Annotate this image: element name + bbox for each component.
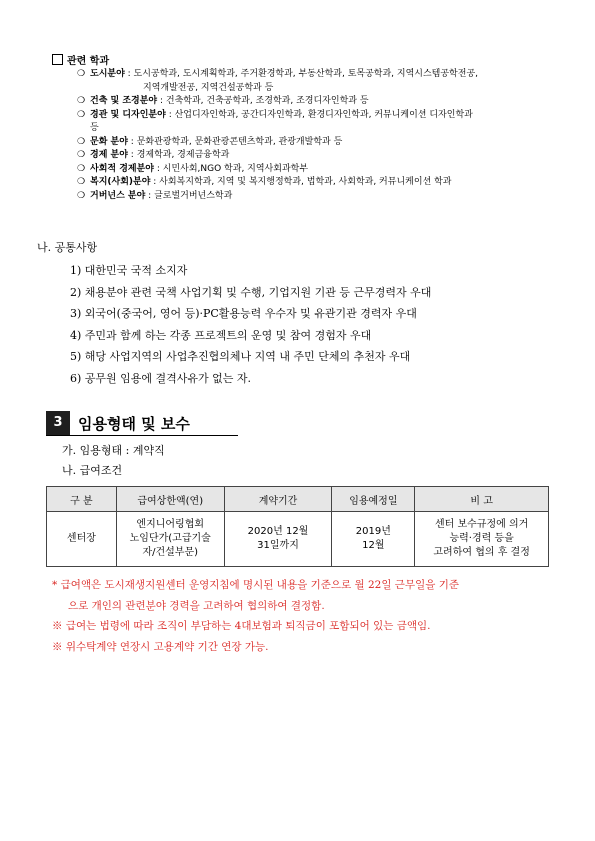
separator: : — [165, 109, 175, 120]
list-item: 3) 외국어(중국어, 영어 등)·PC활용능력 우수자 및 유관기관 경력자 우대 — [70, 307, 417, 320]
header-start-date: 임용예정일 — [332, 487, 415, 512]
cell-type: 센터장 — [47, 512, 117, 567]
circle-bullet-icon: ❍ — [77, 177, 86, 187]
circle-bullet-icon: ❍ — [77, 150, 86, 160]
department-category: 거버넌스 분야 — [90, 190, 146, 201]
separator: : — [145, 190, 155, 201]
department-category: 경제 분야 — [90, 150, 128, 160]
header-salary-cap: 급여상한액(연) — [116, 487, 224, 512]
period-line: 2020년 12월 — [247, 526, 309, 537]
common-heading: 나. 공통사항 — [37, 241, 98, 254]
list-item — [77, 95, 560, 109]
salary-line: 엔지니어링협회 — [136, 519, 205, 530]
header-category: 구 분 — [47, 487, 117, 512]
employment-type: 가. 임용형태 : 계약직 — [62, 444, 165, 457]
department-content: 도시공학과, 도시계획학과, 주거환경학과, 부동산학과, 토목공학과, 지역시스템공학전공, — [133, 69, 479, 79]
department-content-continued: 지역개발전공, 지역건설공학과 등 — [143, 82, 274, 93]
departments-list — [77, 68, 560, 203]
cell-period — [224, 512, 332, 567]
cell-start — [332, 512, 415, 567]
list-item — [77, 163, 560, 177]
circle-bullet-icon: ❍ — [77, 190, 86, 201]
list-item — [77, 109, 560, 136]
department-content: 산업디자인학과, 공간디자인학과, 환경디자인학과, 커뮤니케이션 디자인학과 — [174, 109, 473, 120]
period-line: 31일까지 — [257, 540, 299, 551]
list-item: 6) 공무원 임용에 결격사유가 없는 자. — [70, 371, 252, 385]
department-content: 사회복지학과, 지역 및 복지행정학과, 법학과, 사회학과, 커뮤니케이션 학과 — [159, 177, 452, 187]
list-item: 2) 채용분야 관련 국책 사업기획 및 수행, 기업지원 기관 등 근무경력자 우대 — [70, 285, 432, 299]
salary-line: 노임단가(고급기술 — [129, 533, 211, 544]
list-item — [77, 190, 560, 204]
list-item — [77, 136, 560, 150]
note-line: ※ 급여는 법령에 따라 조직이 부담하는 4대보험과 퇴직금이 포함되어 있는 금액임. — [52, 620, 431, 632]
departments-heading-text: 관련 학과 — [67, 56, 110, 67]
list-item: 5) 해당 사업지역의 사업추진협의체나 지역 내 주민 단체의 추천자 우대 — [70, 350, 411, 363]
start-line: 12월 — [362, 540, 385, 551]
list-item — [77, 68, 560, 95]
section-title: 임용형태 및 보수 — [78, 415, 190, 433]
salary-conditions-heading: 나. 급여조건 — [62, 464, 123, 477]
list-item: 4) 주민과 함께 하는 각종 프로젝트의 운영 및 참여 경험자 우대 — [70, 328, 372, 342]
list-item — [77, 149, 560, 163]
department-category: 건축 및 조경분야 — [90, 96, 158, 106]
separator: : — [157, 96, 166, 106]
header-remarks: 비 고 — [415, 487, 549, 512]
note-line: * 급여액은 도시재생지원센터 운영지침에 명시된 내용을 기준으로 월 22일 근무일을 기준 — [52, 579, 459, 591]
salary-notes — [52, 575, 562, 657]
note-line: 능력·경력 등을 — [449, 533, 514, 544]
list-item — [77, 176, 560, 190]
salary-table — [46, 486, 549, 567]
cell-note — [415, 512, 549, 567]
circle-bullet-icon: ❍ — [77, 69, 86, 79]
department-category: 사회적 경제분야 — [90, 163, 154, 174]
checkbox-square-icon — [52, 54, 63, 65]
department-category: 복지(사회)분야 — [90, 177, 151, 187]
department-category: 문화 분야 — [90, 136, 128, 147]
note-line: 센터 보수규정에 의거 — [434, 519, 529, 530]
department-category: 도시분야 — [90, 69, 125, 79]
circle-bullet-icon: ❍ — [77, 96, 86, 106]
salary-line: 자/건설부문) — [142, 547, 199, 558]
separator: : — [154, 163, 163, 174]
department-content: 문화관광학과, 문화관광콘텐츠학과, 관광개발학과 등 — [136, 136, 343, 147]
section-3-header — [46, 411, 238, 436]
circle-bullet-icon: ❍ — [77, 163, 86, 174]
note-line: 고려하여 협의 후 결정 — [433, 547, 530, 558]
department-content: 글로벌거버넌스학과 — [154, 190, 233, 201]
department-content: 시민사회,NGO 학과, 지역사회과학부 — [162, 163, 309, 174]
department-content: 건축학과, 건축공학과, 조경학과, 조경디자인학과 등 — [165, 96, 369, 106]
table-header-row — [47, 487, 549, 512]
common-list — [70, 262, 431, 391]
header-contract-period: 계약기간 — [224, 487, 332, 512]
department-category: 경관 및 디자인분야 — [90, 109, 166, 120]
cell-salary — [116, 512, 224, 567]
circle-bullet-icon: ❍ — [77, 109, 86, 120]
note-line: ※ 위수탁계약 연장시 고용계약 기간 연장 가능. — [52, 640, 269, 653]
separator: : — [150, 177, 160, 187]
table-row — [47, 512, 549, 567]
section-number-badge: 3 — [46, 411, 70, 435]
separator: : — [124, 69, 134, 79]
separator: : — [127, 150, 137, 160]
start-line: 2019년 — [355, 526, 391, 537]
separator: : — [127, 136, 137, 147]
list-item: 1) 대한민국 국적 소지자 — [70, 264, 188, 277]
circle-bullet-icon: ❍ — [77, 136, 86, 147]
note-line: 으로 개인의 관련분야 경력을 고려하여 협의하여 결정함. — [68, 599, 325, 612]
department-content-continued: 등 — [90, 123, 99, 133]
departments-heading — [52, 52, 109, 67]
department-content: 경제학과, 경제금융학과 — [136, 150, 230, 160]
